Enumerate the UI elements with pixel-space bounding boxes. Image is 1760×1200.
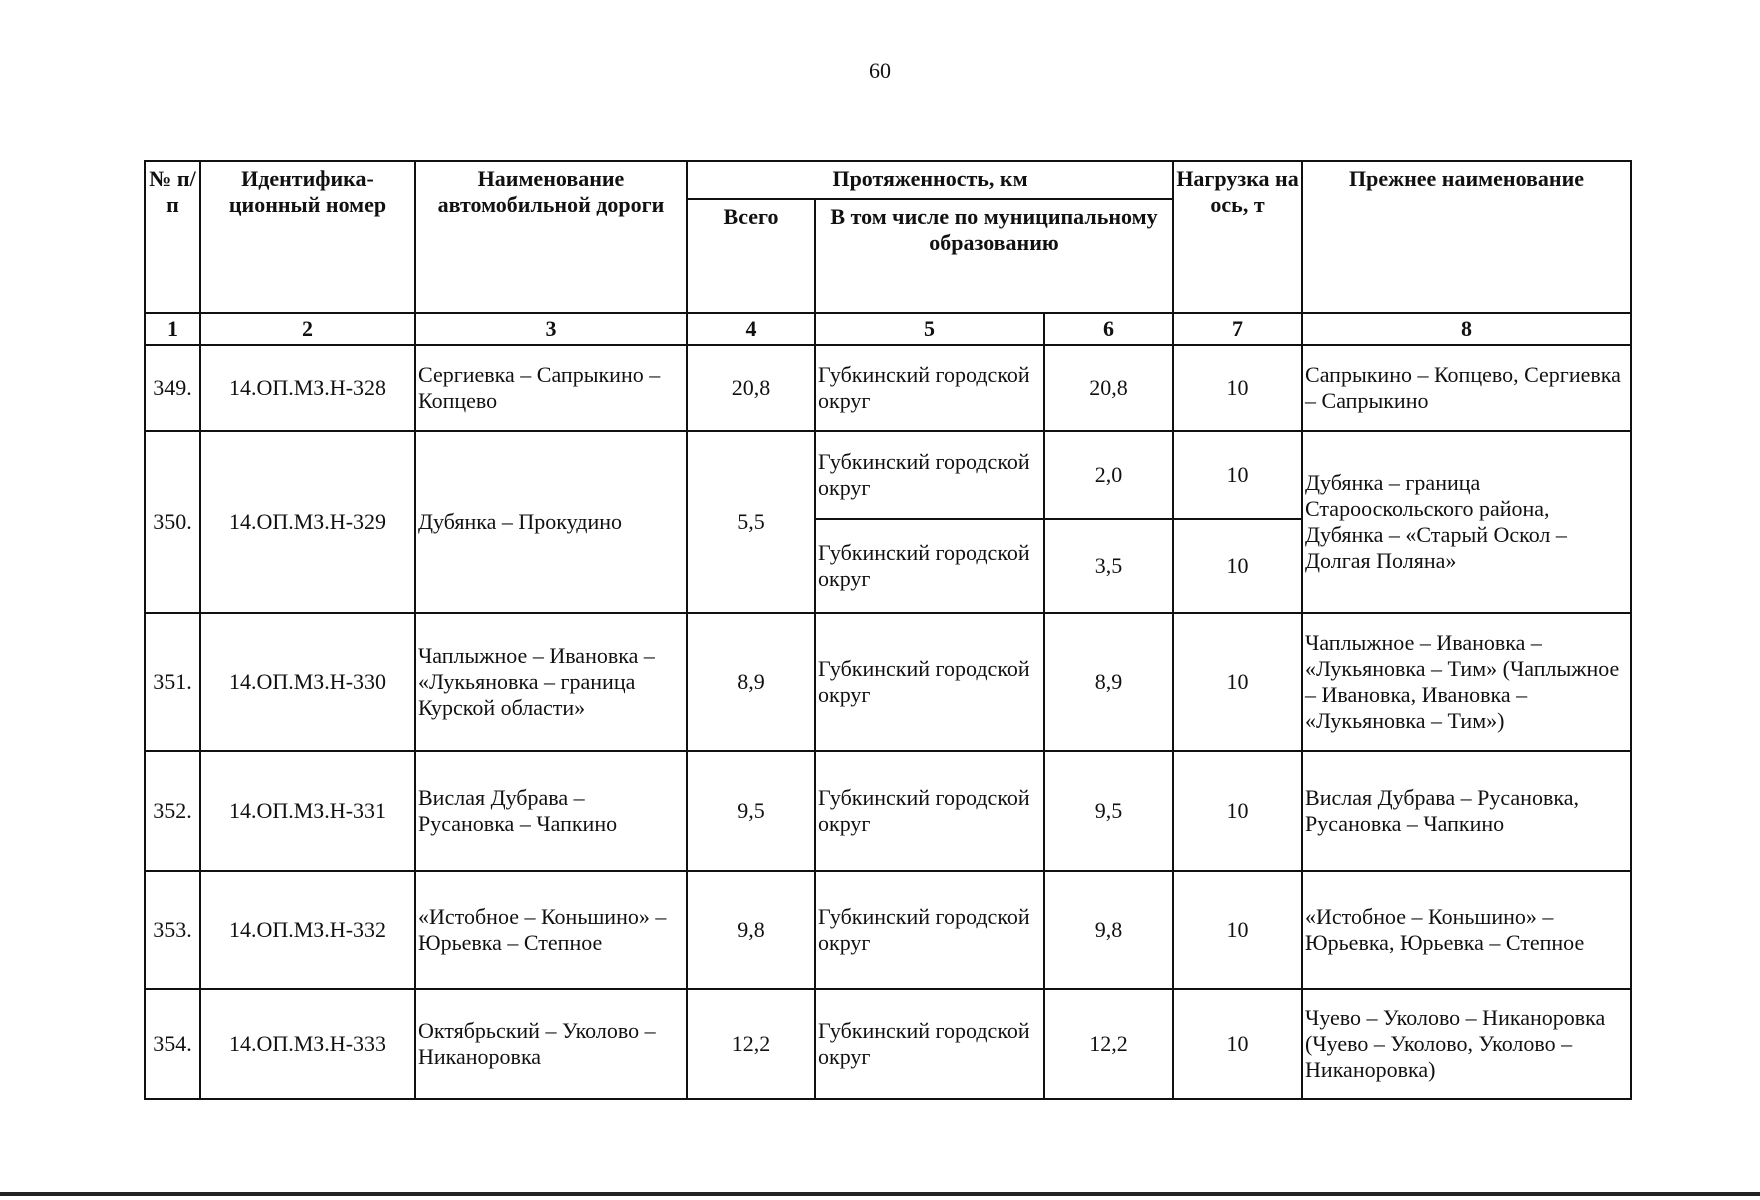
page-number: 60	[869, 58, 891, 83]
municipality-length: 9,5	[1044, 751, 1173, 871]
header-axle-load: Нагрузка на ось, т	[1173, 161, 1302, 313]
axle-load: 10	[1173, 519, 1302, 613]
table-row	[145, 613, 1631, 751]
column-number: 1	[145, 313, 200, 345]
header-road-name: Наименование автомобильной дороги	[415, 161, 687, 313]
header-by-municipality: В том числе по муниципальному образованию	[815, 199, 1173, 313]
header-former-name: Прежнее наименование	[1302, 161, 1631, 313]
municipality-length: 3,5	[1044, 519, 1173, 613]
length-total: 20,8	[687, 345, 815, 431]
municipality: Губкинский городской округ	[815, 431, 1044, 519]
former-name: Чуево – Уколово – Никаноровка (Чуево – Уколово, Уколово – Никаноровка)	[1302, 989, 1631, 1099]
scan-edge-divider	[0, 1192, 1760, 1196]
municipality: Губкинский городской округ	[815, 871, 1044, 989]
municipality: Губкинский городской округ	[815, 751, 1044, 871]
table-row	[145, 871, 1631, 989]
road-name: Сергиевка – Сапрыкино – Копцево	[415, 345, 687, 431]
axle-load: 10	[1173, 613, 1302, 751]
road-id: 14.ОП.МЗ.Н-332	[200, 871, 415, 989]
road-id: 14.ОП.МЗ.Н-329	[200, 431, 415, 613]
municipality-length: 2,0	[1044, 431, 1173, 519]
axle-load: 10	[1173, 871, 1302, 989]
municipality-length: 20,8	[1044, 345, 1173, 431]
municipality-length: 9,8	[1044, 871, 1173, 989]
column-numbers-row	[145, 313, 1631, 345]
row-number: 350.	[145, 431, 200, 613]
former-name: Сапрыкино – Копцево, Сергиевка – Сапрыкино	[1302, 345, 1631, 431]
municipality: Губкинский городской округ	[815, 613, 1044, 751]
header-num: № п/п	[145, 161, 200, 313]
former-name: Чаплыжное – Ивановка – «Лукьяновка – Тим» (Чаплыжное – Ивановка, Ивановка – «Лукьяновка – Тим»)	[1302, 613, 1631, 751]
column-number: 5	[815, 313, 1044, 345]
axle-load: 10	[1173, 431, 1302, 519]
column-number: 2	[200, 313, 415, 345]
road-name: Вислая Дубрава – Русановка – Чапкино	[415, 751, 687, 871]
municipality: Губкинский городской округ	[815, 519, 1044, 613]
municipality-length: 8,9	[1044, 613, 1173, 751]
road-id: 14.ОП.МЗ.Н-333	[200, 989, 415, 1099]
header-id: Идентифика-ционный номер	[200, 161, 415, 313]
length-total: 9,8	[687, 871, 815, 989]
table-row	[145, 989, 1631, 1099]
length-total: 5,5	[687, 431, 815, 613]
road-name: Чаплыжное – Ивановка – «Лукьяновка – граница Курской области»	[415, 613, 687, 751]
former-name: «Истобное – Коньшино» – Юрьевка, Юрьевка – Степное	[1302, 871, 1631, 989]
column-number: 4	[687, 313, 815, 345]
header-total: Всего	[687, 199, 815, 313]
former-name: Дубянка – граница Старооскольского района, Дубянка – «Старый Оскол – Долгая Поляна»	[1302, 431, 1631, 613]
row-number: 353.	[145, 871, 200, 989]
row-number: 351.	[145, 613, 200, 751]
column-number: 8	[1302, 313, 1631, 345]
length-total: 8,9	[687, 613, 815, 751]
length-total: 12,2	[687, 989, 815, 1099]
table-row	[145, 345, 1631, 431]
former-name: Вислая Дубрава – Русановка, Русановка – Чапкино	[1302, 751, 1631, 871]
road-id: 14.ОП.МЗ.Н-328	[200, 345, 415, 431]
table-row	[145, 751, 1631, 871]
roads-table	[144, 160, 1632, 1100]
municipality: Губкинский городской округ	[815, 345, 1044, 431]
road-name: Октябрьский – Уколово – Никаноровка	[415, 989, 687, 1099]
road-name: Дубянка – Прокудино	[415, 431, 687, 613]
axle-load: 10	[1173, 989, 1302, 1099]
column-number: 7	[1173, 313, 1302, 345]
row-number: 349.	[145, 345, 200, 431]
header-length-group: Протяженность, км	[687, 161, 1173, 199]
road-id: 14.ОП.МЗ.Н-330	[200, 613, 415, 751]
axle-load: 10	[1173, 345, 1302, 431]
axle-load: 10	[1173, 751, 1302, 871]
row-number: 354.	[145, 989, 200, 1099]
municipality-length: 12,2	[1044, 989, 1173, 1099]
length-total: 9,5	[687, 751, 815, 871]
header-row	[145, 161, 1631, 199]
table-row	[145, 431, 1631, 519]
column-number: 3	[415, 313, 687, 345]
row-number: 352.	[145, 751, 200, 871]
road-id: 14.ОП.МЗ.Н-331	[200, 751, 415, 871]
column-number: 6	[1044, 313, 1173, 345]
municipality: Губкинский городской округ	[815, 989, 1044, 1099]
road-name: «Истобное – Коньшино» – Юрьевка – Степное	[415, 871, 687, 989]
